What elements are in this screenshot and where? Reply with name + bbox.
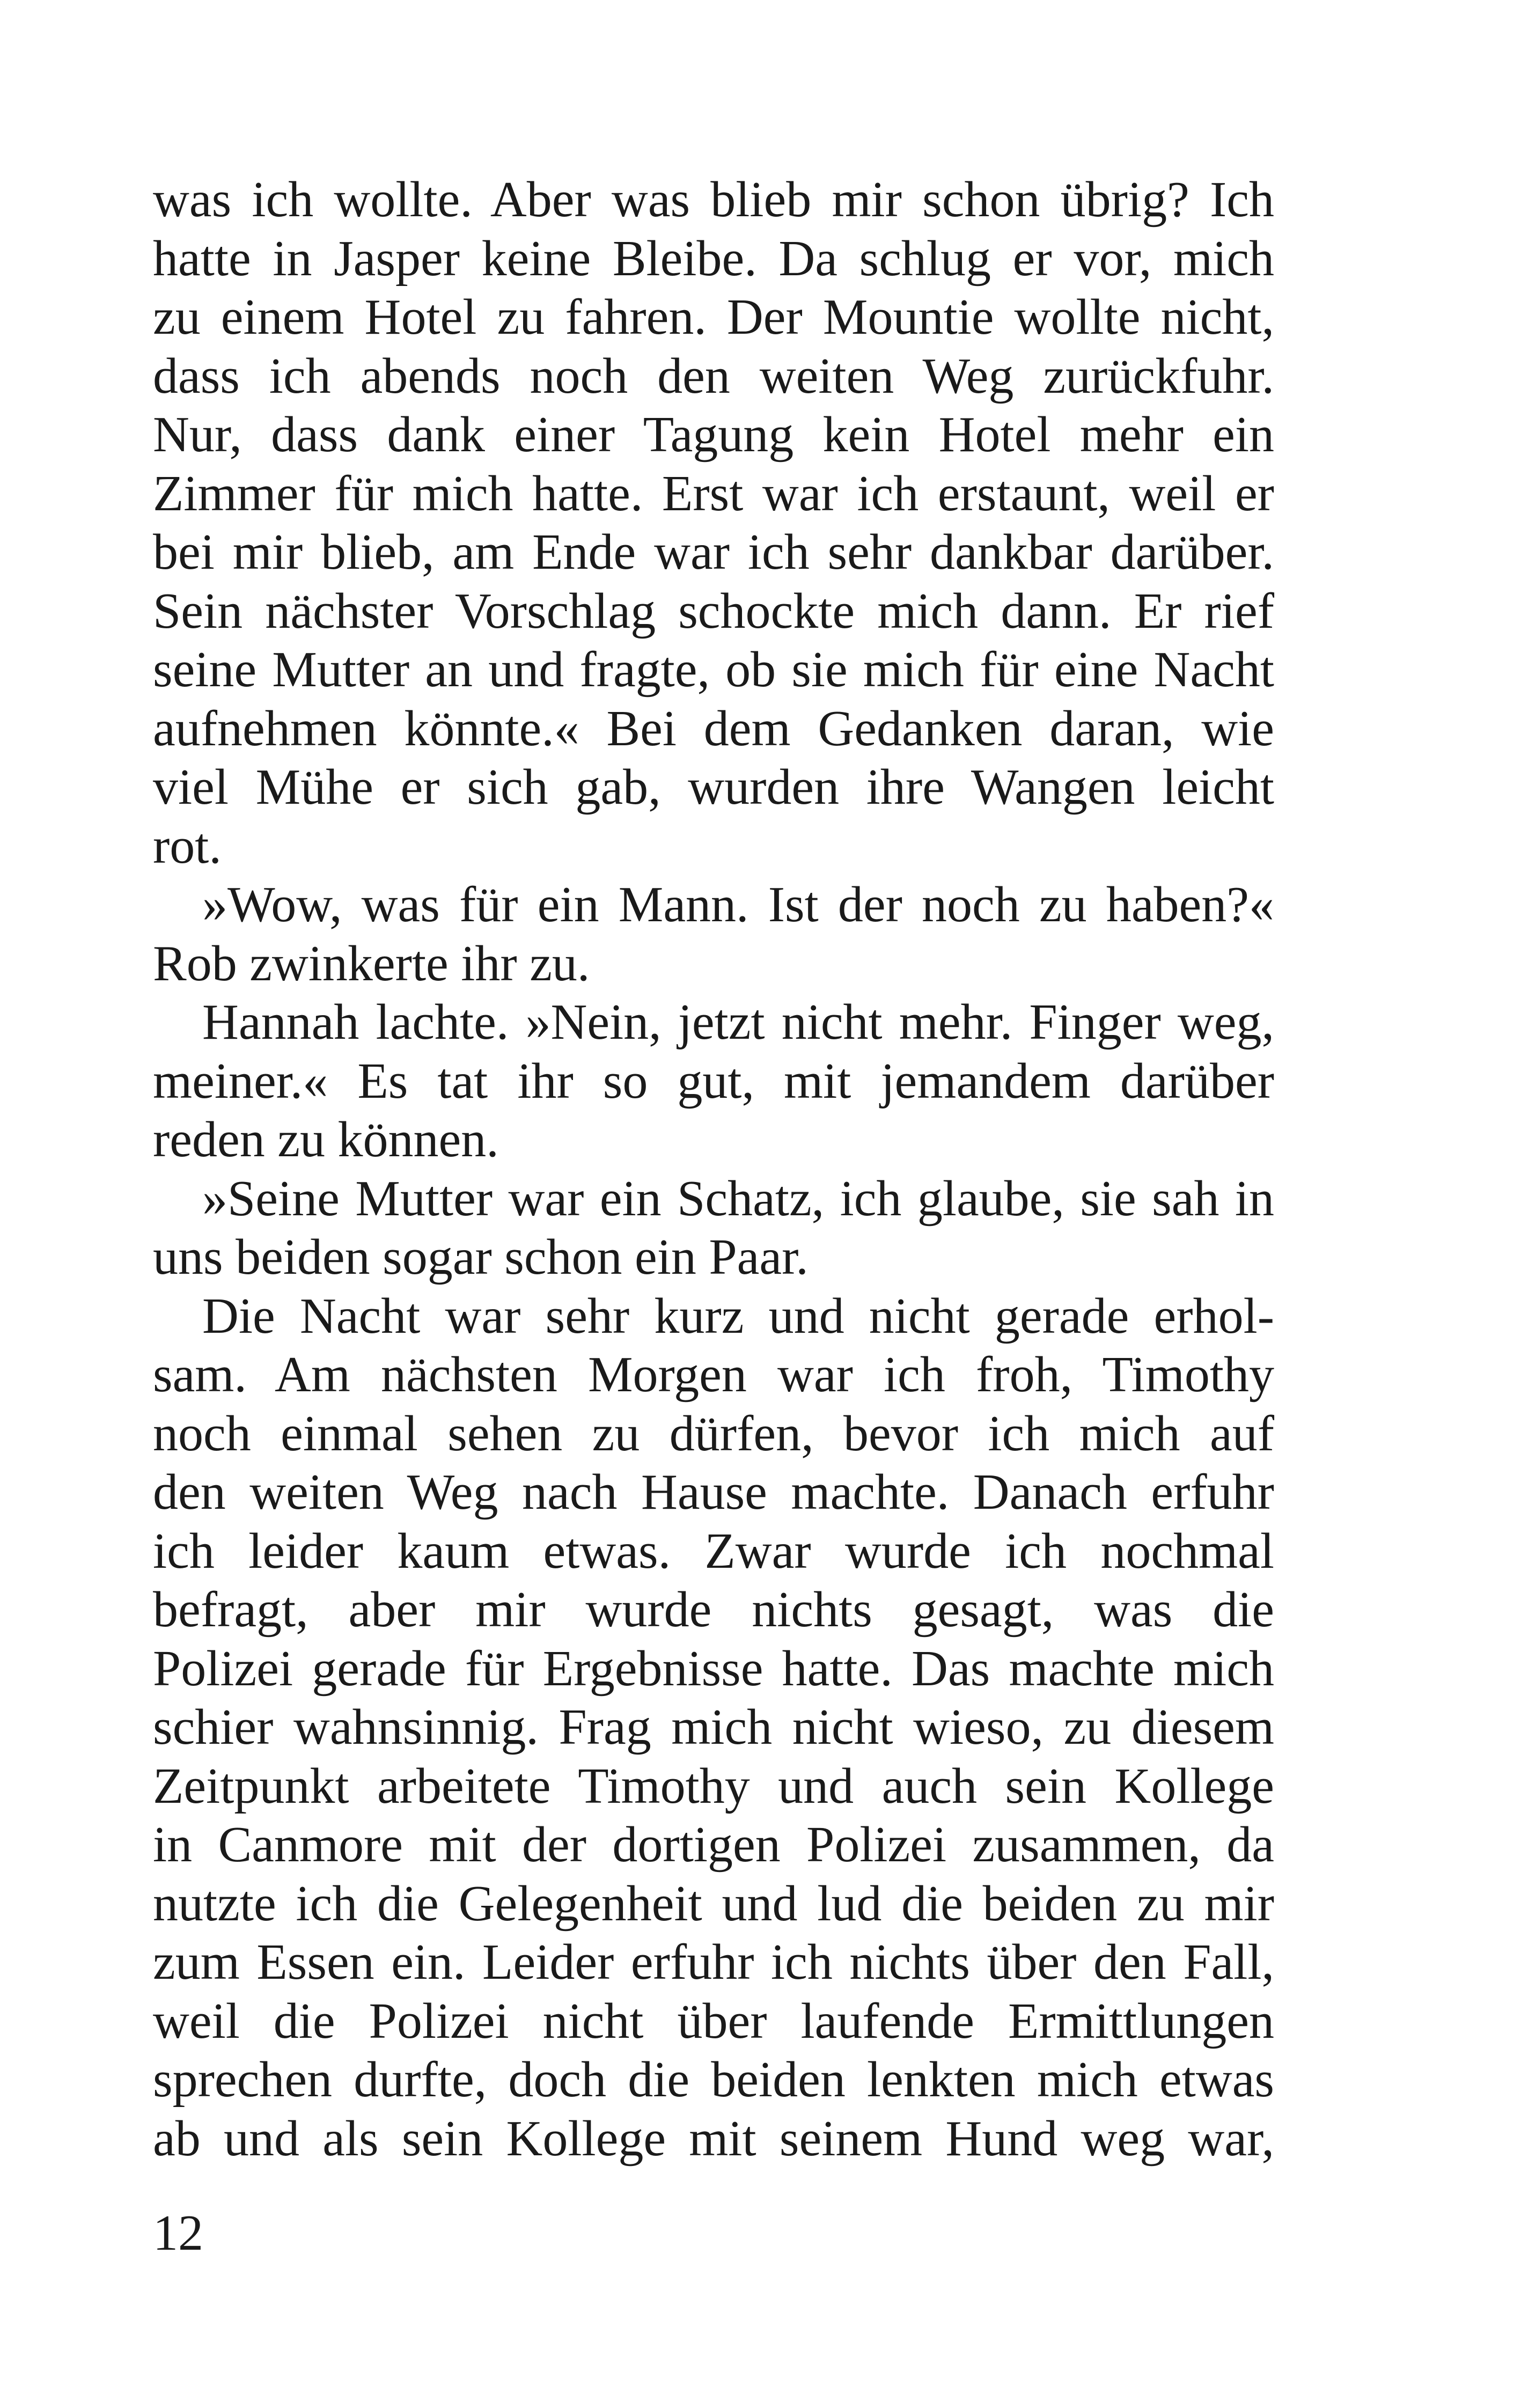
text-line: uns beiden sogar schon ein Paar. [153, 1229, 809, 1285]
text-line: zum Essen ein. Leider erfuhr ich nichts über den Fall, [153, 1934, 1274, 1990]
text-line: dass ich abends noch den weiten Weg zurückfuhr. [153, 348, 1274, 404]
text-line: Zeitpunkt arbeitete Timothy und auch sein Kollege [153, 1758, 1274, 1814]
text-line: »Wow, was für ein Mann. Ist der noch zu haben?« [202, 877, 1274, 933]
text-line: rot. [153, 818, 222, 874]
text-line: weil die Polizei nicht über laufende Ermittlungen [153, 1993, 1274, 2049]
text-line: in Canmore mit der dortigen Polizei zusammen, da [153, 1817, 1274, 1873]
text-line: Rob zwinkerte ihr zu. [153, 935, 590, 992]
text-line: ab und als sein Kollege mit seinem Hund weg war, [153, 2110, 1274, 2167]
text-line: Die Nacht war sehr kurz und nicht gerade erhol- [202, 1288, 1274, 1344]
text-line: aufnehmen könnte.« Bei dem Gedanken daran, wie [153, 700, 1274, 757]
text-line: seine Mutter an und fragte, ob sie mich für eine Nacht [153, 642, 1274, 698]
text-line: Nur, dass dank einer Tagung kein Hotel mehr ein [153, 407, 1274, 462]
text-line: den weiten Weg nach Hause machte. Danach erfuhr [153, 1464, 1274, 1520]
text-line: schier wahnsinnig. Frag mich nicht wieso, zu diesem [153, 1699, 1274, 1755]
text-line: viel Mühe er sich gab, wurden ihre Wangen leicht [153, 759, 1274, 815]
text-line: Hannah lachte. »Nein, jetzt nicht mehr. Finger weg, [202, 994, 1274, 1050]
text-line: nutzte ich die Gelegenheit und lud die beiden zu mir [153, 1875, 1274, 1932]
text-line: bei mir blieb, am Ende war ich sehr dankbar darüber. [153, 524, 1274, 580]
text-line: ich leider kaum etwas. Zwar wurde ich nochmal [153, 1523, 1274, 1579]
text-line: Polizei gerade für Ergebnisse hatte. Das machte mich [153, 1640, 1274, 1697]
text-line: noch einmal sehen zu dürfen, bevor ich mich auf [153, 1405, 1274, 1462]
body-text [153, 171, 1274, 2168]
text-line: was ich wollte. Aber was blieb mir schon übrig? Ich [153, 172, 1274, 227]
text-line: befragt, aber mir wurde nichts gesagt, was die [153, 1582, 1274, 1638]
page-number: 12 [153, 2205, 203, 2261]
text-line: »Seine Mutter war ein Schatz, ich glaube, sie sah in [202, 1170, 1274, 1227]
text-line: hatte in Jasper keine Bleibe. Da schlug er vor, mich [153, 230, 1274, 287]
text-line: zu einem Hotel zu fahren. Der Mountie wollte nicht, [153, 289, 1274, 345]
text-line: meiner.« Es tat ihr so gut, mit jemandem darüber [153, 1053, 1274, 1109]
text-line: Zimmer für mich hatte. Erst war ich erstaunt, weil er [153, 465, 1274, 522]
text-line: sam. Am nächsten Morgen war ich froh, Timothy [153, 1347, 1274, 1403]
text-line: reden zu können. [153, 1112, 499, 1168]
text-line: Sein nächster Vorschlag schockte mich dann. Er rief [153, 583, 1274, 639]
text-line: sprechen durfte, doch die beiden lenkten mich etwas [153, 2052, 1274, 2108]
